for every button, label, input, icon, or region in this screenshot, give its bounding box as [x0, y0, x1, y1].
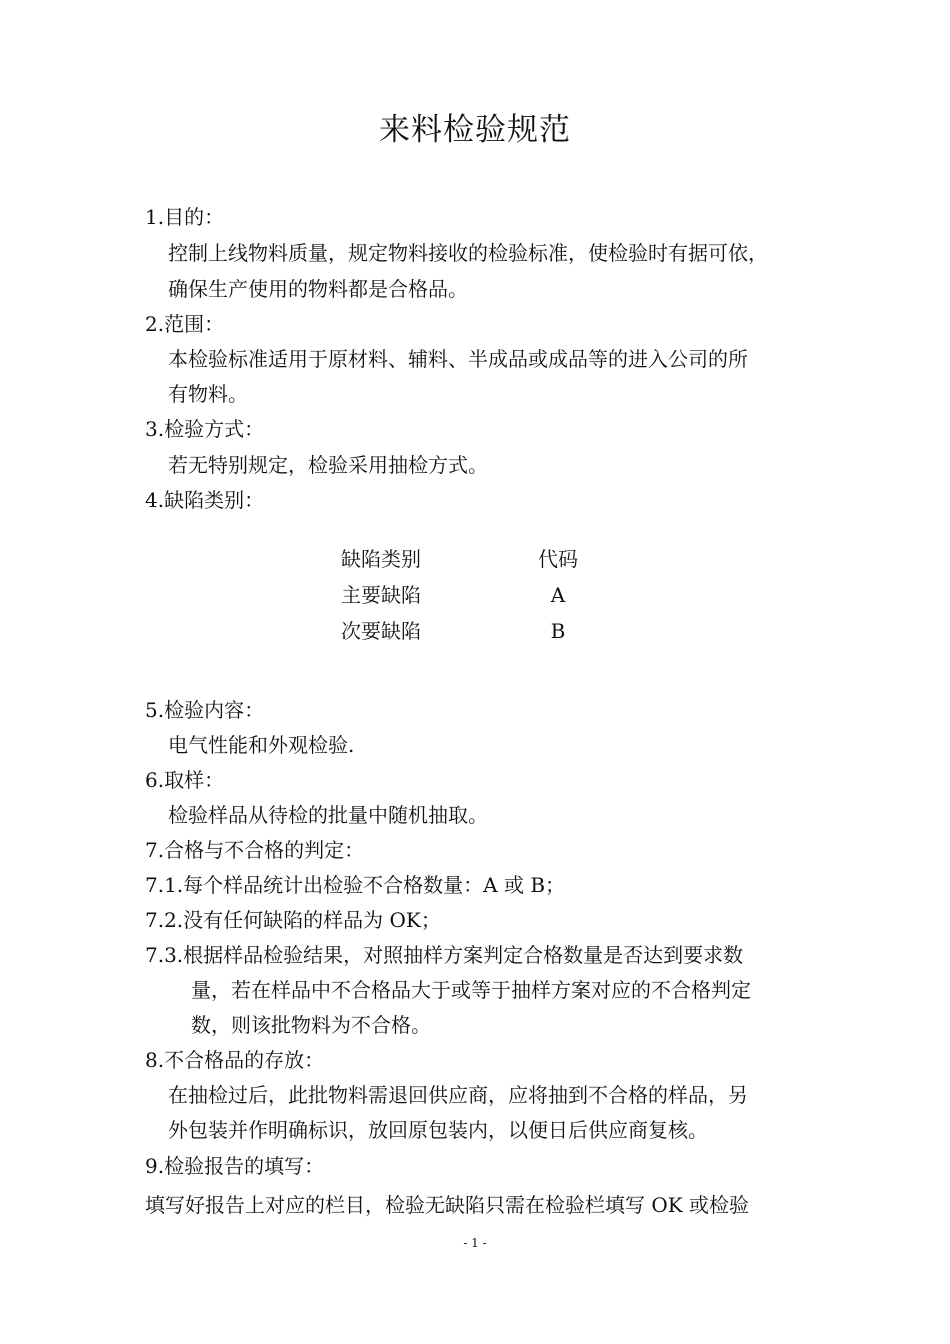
- section-7-3-text-line-2: 量，若在样品中不合格品大于或等于抽样方案对应的不合格判定: [191, 978, 751, 1002]
- section-6-heading: 6.取样：: [145, 768, 225, 792]
- table-row-major-category: 主要缺陷: [341, 583, 421, 607]
- section-8-text-line-1: 在抽检过后，此批物料需退回供应商，应将抽到不合格的样品，另: [168, 1083, 748, 1107]
- section-2-text-line-2: 有物料。: [168, 382, 248, 406]
- section-8-text-line-2: 外包装并作明确标识，放回原包装内，以便日后供应商复核。: [168, 1118, 708, 1142]
- section-7-2-text: 7.2.没有任何缺陷的样品为 OK；: [145, 908, 441, 932]
- document-title: 来料检验规范: [379, 112, 571, 148]
- section-5-text-line-1: 电气性能和外观检验.: [168, 733, 355, 757]
- section-8-heading: 8.不合格品的存放：: [145, 1048, 325, 1072]
- section-7-3-text-line-3: 数，则该批物料为不合格。: [191, 1013, 431, 1037]
- section-7-heading: 7.合格与不合格的判定：: [145, 838, 365, 862]
- section-9-text-line-1: 填写好报告上对应的栏目，检验无缺陷只需在检验栏填写 OK 或检验: [145, 1193, 750, 1217]
- section-6-text-line-1: 检验样品从待检的批量中随机抽取。: [168, 803, 488, 827]
- section-3-text-line-1: 若无特别规定，检验采用抽检方式。: [168, 453, 488, 477]
- table-row-minor-code: B: [550, 619, 566, 643]
- section-2-text-line-1: 本检验标准适用于原材料、辅料、半成品或成品等的进入公司的所: [168, 347, 748, 371]
- section-4-heading: 4.缺陷类别：: [145, 488, 265, 512]
- section-7-1-text: 7.1.每个样品统计出检验不合格数量：A 或 B；: [145, 873, 566, 897]
- section-3-heading: 3.检验方式：: [145, 417, 265, 441]
- section-7-3-text-line-1: 7.3.根据样品检验结果，对照抽样方案判定合格数量是否达到要求数: [145, 943, 744, 967]
- section-1-text-line-2: 确保生产使用的物料都是合格品。: [168, 277, 468, 301]
- section-5-heading: 5.检验内容：: [145, 698, 265, 722]
- table-row-major-code: A: [550, 583, 566, 607]
- table-header-code: 代码: [538, 547, 578, 571]
- table-row-minor-category: 次要缺陷: [341, 619, 421, 643]
- page-number: - 1 -: [463, 1236, 487, 1250]
- section-1-text-line-1: 控制上线物料质量，规定物料接收的检验标准，使检验时有据可依，: [168, 241, 768, 265]
- section-1-heading: 1.目的：: [145, 205, 225, 229]
- section-9-heading: 9.检验报告的填写：: [145, 1154, 325, 1178]
- table-header-category: 缺陷类别: [341, 547, 421, 571]
- section-2-heading: 2.范围：: [145, 312, 225, 336]
